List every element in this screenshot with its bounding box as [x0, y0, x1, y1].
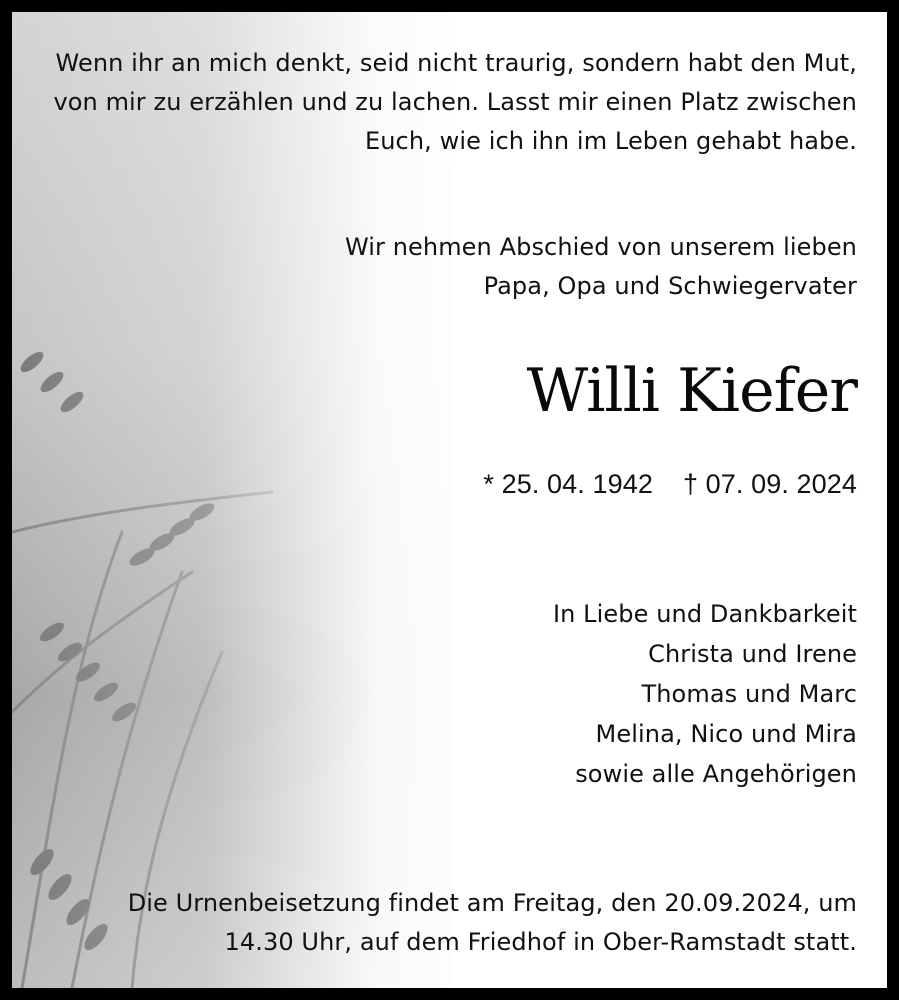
farewell-line: Wir nehmen Abschied von unserem lieben: [344, 233, 857, 261]
funeral-notice: [128, 884, 857, 962]
birth-date: * 25. 04. 1942: [483, 469, 653, 499]
life-dates: [483, 464, 857, 504]
quote-line: von mir zu erzählen und zu lachen. Lasst mir einen Platz zwischen: [53, 88, 857, 116]
mourners-line: sowie alle Angehörigen: [575, 760, 857, 788]
farewell-statement: [345, 228, 857, 306]
mourners-line: Thomas und Marc: [641, 680, 857, 708]
quote-line: Euch, wie ich ihn im Leben gehabt habe.: [364, 127, 857, 155]
farewell-line: Papa, Opa und Schwiegervater: [483, 272, 857, 300]
mourners-list: [553, 594, 857, 794]
funeral-line: Die Urnenbeisetzung findet am Freitag, den 20.09.2024, um: [127, 889, 857, 917]
death-date: † 07. 09. 2024: [682, 469, 857, 499]
mourners-line: Melina, Nico und Mira: [595, 720, 857, 748]
mourners-line: In Liebe und Dankbarkeit: [552, 600, 857, 628]
deceased-name: Willi Kiefer: [526, 356, 857, 426]
funeral-line: 14.30 Uhr, auf dem Friedhof in Ober-Ramstadt statt.: [224, 928, 857, 956]
quote-line: Wenn ihr an mich denkt, seid nicht traurig, sondern habt den Mut,: [55, 49, 857, 77]
memorial-quote: [53, 44, 857, 161]
mourners-line: Christa und Irene: [648, 640, 857, 668]
